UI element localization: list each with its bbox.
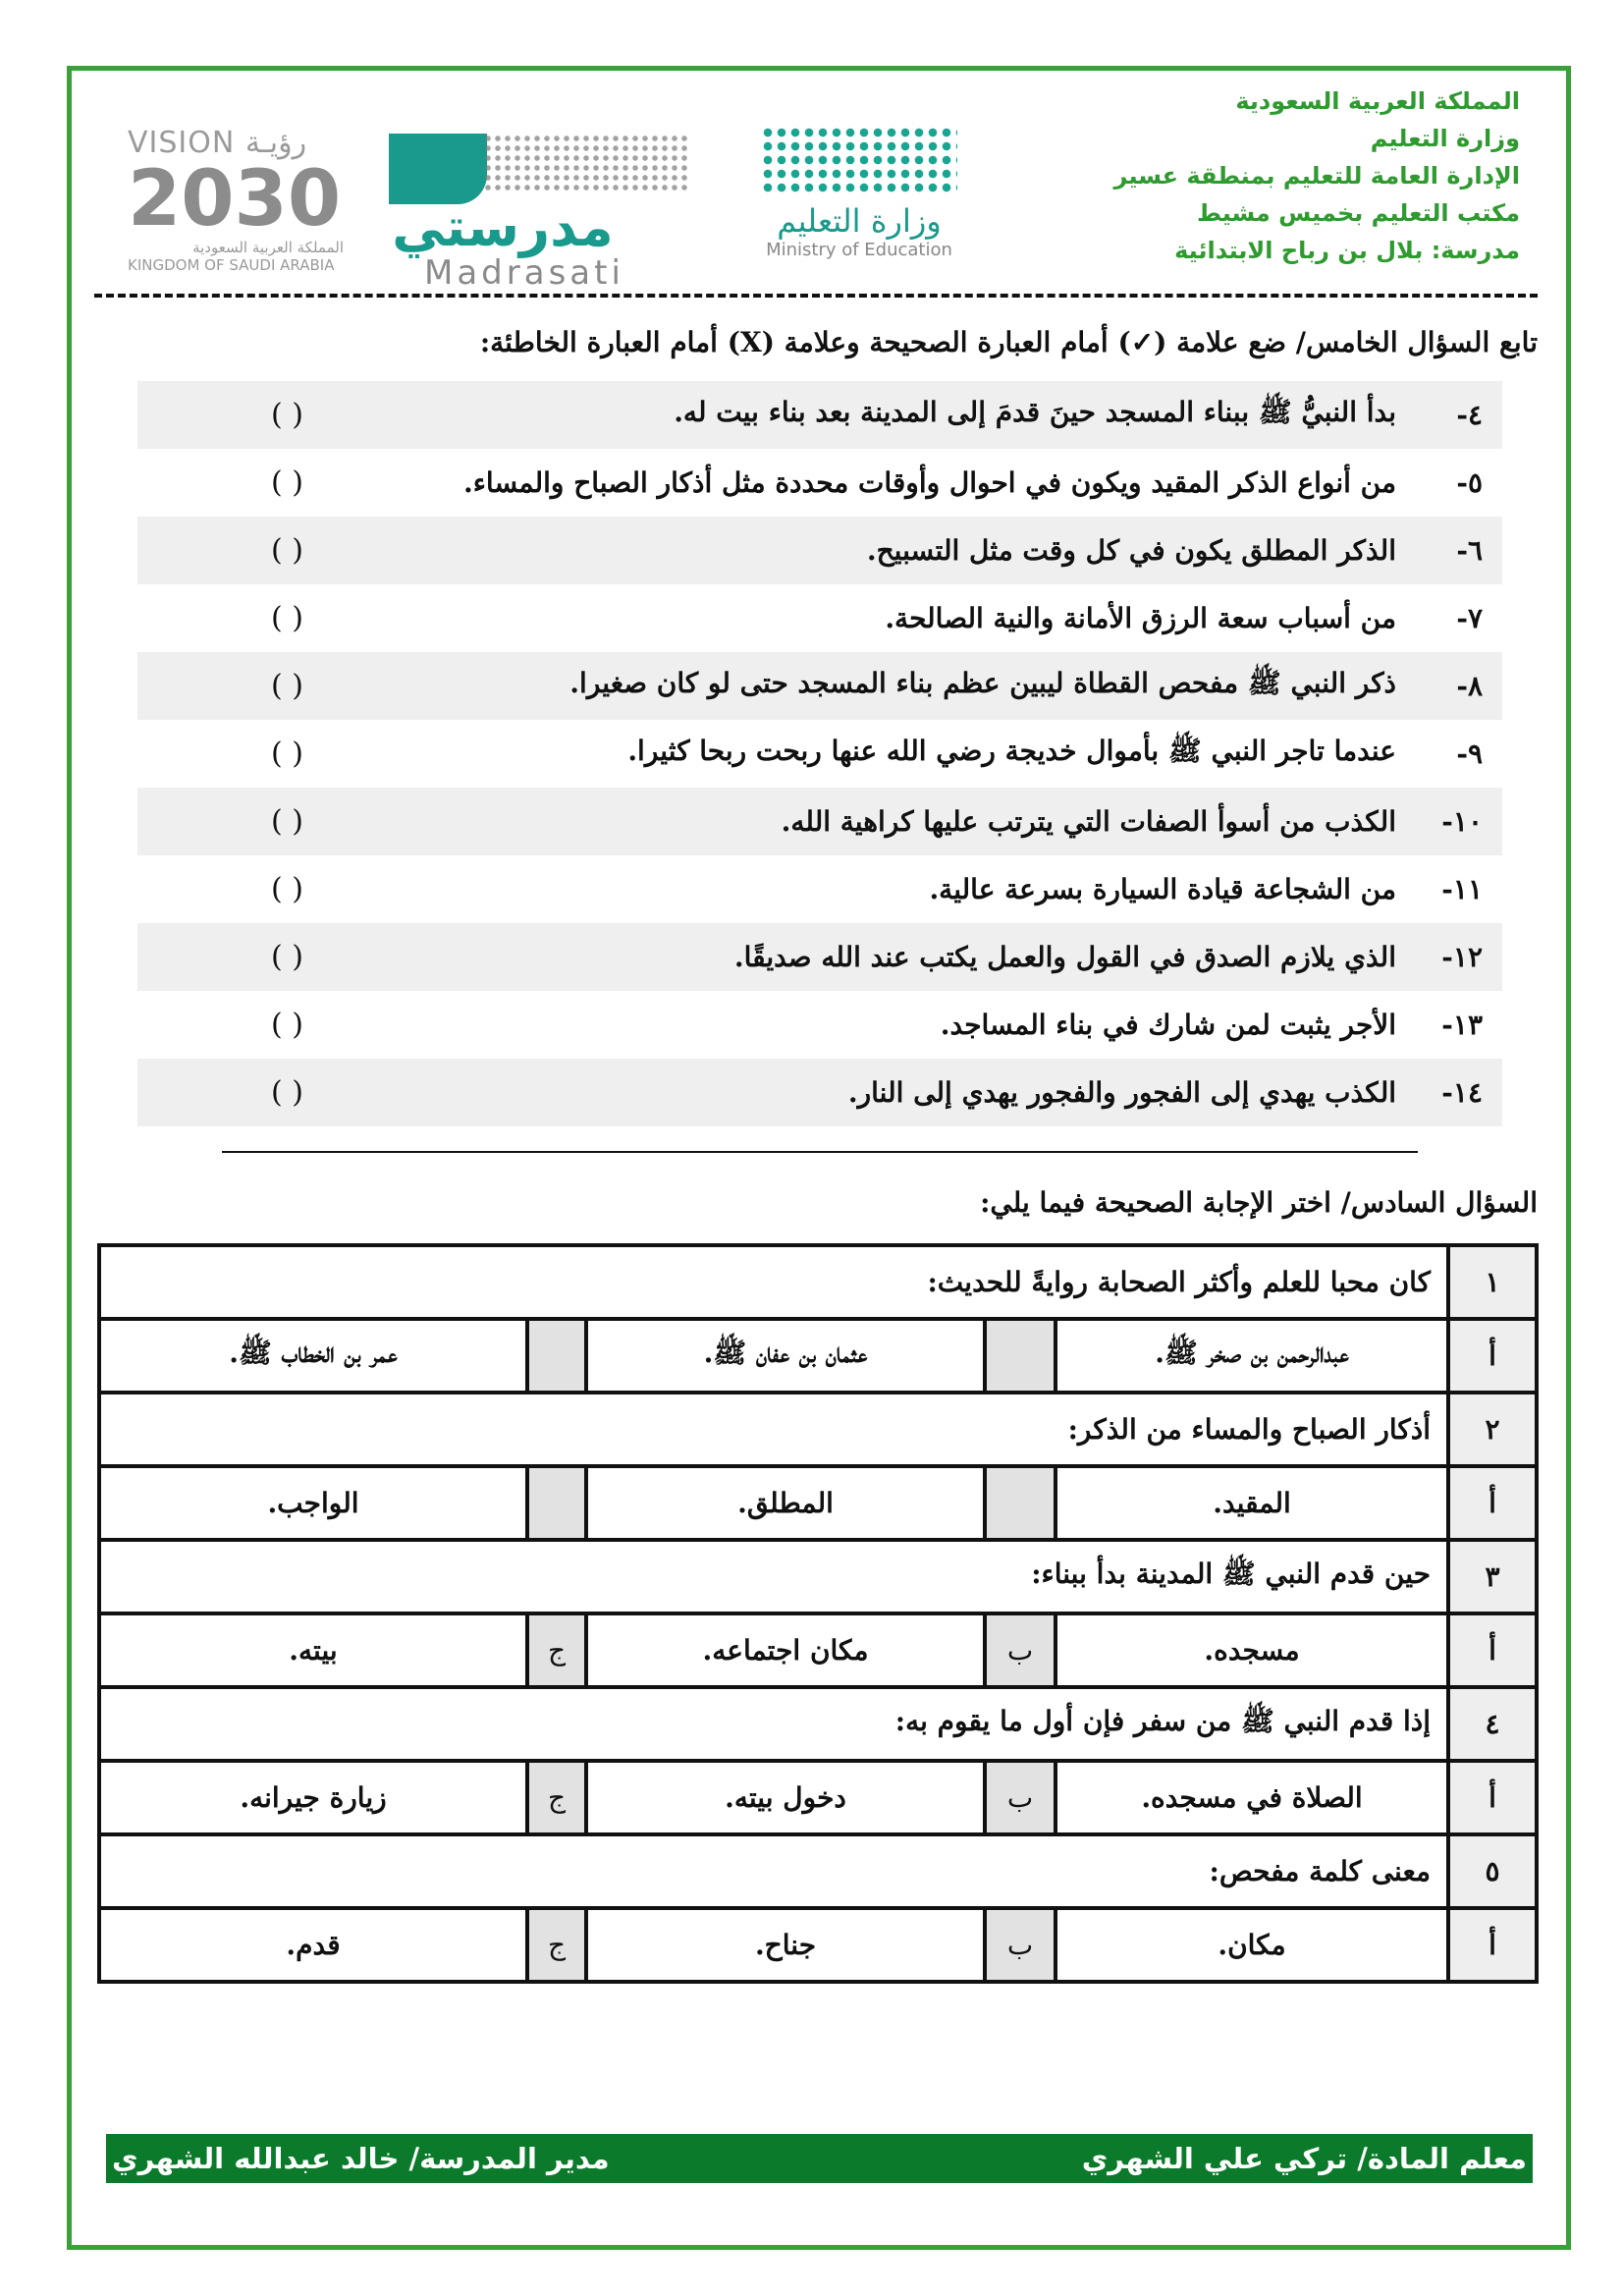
answer-parens[interactable]: ( ) <box>271 601 303 635</box>
option-a[interactable]: الصلاة في مسجده. <box>1056 1761 1448 1834</box>
option-b[interactable]: جناح. <box>586 1908 985 1982</box>
header-line: مدرسة: بلال بن رباح الابتدائية <box>1174 237 1520 264</box>
statement-row <box>137 517 1502 584</box>
option-a[interactable]: مسجده. <box>1056 1613 1448 1687</box>
section-divider <box>222 1151 1418 1153</box>
moe-ar: وزارة التعليم <box>777 202 942 240</box>
answer-parens[interactable]: ( ) <box>271 533 303 568</box>
statement-text: عندما تاجر النبي ﷺ بأموال خديجة رضي الله عنها ربحت ربحا كثيرا. <box>627 734 1396 767</box>
ministry-of-education-logo <box>731 126 987 283</box>
madrasati-en: Madrasati <box>424 253 624 293</box>
statement-row <box>137 788 1502 855</box>
question-number: ٢ <box>1448 1393 1537 1466</box>
answer-box[interactable] <box>137 601 432 635</box>
statement-text: الذكر المطلق يكون في كل وقت مثل التسبيح. <box>866 534 1396 567</box>
option-letter-a: أ <box>1448 1761 1537 1834</box>
statement-number: ٤- <box>1456 399 1483 431</box>
q6-table <box>97 1243 1539 1984</box>
statement-number: ١٠- <box>1441 805 1483 838</box>
vision-2030-logo <box>128 126 344 288</box>
statement-number: ٧- <box>1456 602 1483 634</box>
answer-box[interactable] <box>137 465 432 500</box>
statement-number: ٥- <box>1456 466 1483 499</box>
option-c[interactable]: عمر بن الخطاب ﷺ. <box>99 1319 527 1393</box>
madrasati-ar: مدرستي <box>392 196 614 258</box>
madrasati-logo <box>385 128 699 295</box>
option-a[interactable]: عبدالرحمن بن صخر ﷺ. <box>1056 1319 1448 1393</box>
option-letter-b <box>985 1466 1056 1540</box>
vision-year: 2030 <box>128 155 342 244</box>
vision-text: VISION رؤيـة <box>128 126 307 160</box>
statement-text: بدأ النبيُّ ﷺ ببناء المسجد حينَ قدمَ إلى المدينة بعد بناء بيت له. <box>674 395 1396 428</box>
answer-box[interactable] <box>137 398 432 432</box>
statement-row <box>137 720 1502 788</box>
question-row <box>99 1687 1537 1761</box>
option-letter-b: ب <box>985 1613 1056 1687</box>
q6-title: السؤال السادس/ اختر الإجابة الصحيحة فيما يلي: <box>980 1186 1538 1219</box>
statement-number: ١٤- <box>1441 1076 1483 1109</box>
q5-list <box>137 381 1502 1126</box>
dots-decoration <box>483 134 689 192</box>
answer-box[interactable] <box>137 940 432 974</box>
header-line: المملكة العربية السعودية <box>1235 87 1520 115</box>
answer-parens[interactable]: ( ) <box>271 1008 303 1042</box>
dots-decoration <box>761 126 957 194</box>
question-row <box>99 1245 1537 1319</box>
options-row <box>99 1613 1537 1687</box>
teacher-name: معلم المادة/ تركي علي الشهري <box>1081 2142 1527 2175</box>
option-a[interactable]: المقيد. <box>1056 1466 1448 1540</box>
option-letter-c: ج <box>527 1761 586 1834</box>
question-text: حين قدم النبي ﷺ المدينة بدأ ببناء: <box>99 1540 1448 1613</box>
option-b[interactable]: عثمان بن عفان ﷺ. <box>586 1319 985 1393</box>
statement-text: من أسباب سعة الرزق الأمانة والنية الصالحة. <box>885 602 1396 634</box>
statement-number: ٦- <box>1456 534 1483 567</box>
question-row <box>99 1393 1537 1466</box>
statement-row <box>137 584 1502 652</box>
question-number: ٥ <box>1448 1834 1537 1908</box>
footer-bar <box>106 2134 1533 2183</box>
statement-row <box>137 1059 1502 1126</box>
moe-en: Ministry of Education <box>766 240 952 260</box>
question-text: أذكار الصباح والمساء من الذكر: <box>99 1393 1448 1466</box>
options-row <box>99 1466 1537 1540</box>
statement-text: الأجر يثبت لمن شارك في بناء المساجد. <box>940 1009 1396 1041</box>
answer-box[interactable] <box>137 737 432 771</box>
statement-number: ١١- <box>1441 873 1483 905</box>
statement-row <box>137 652 1502 720</box>
statement-number: ٩- <box>1456 738 1483 770</box>
answer-box[interactable] <box>137 1008 432 1042</box>
option-letter-b <box>985 1319 1056 1393</box>
option-c[interactable]: زيارة جيرانه. <box>99 1761 527 1834</box>
question-text: كان محبا للعلم وأكثر الصحابة روايةً للحديث: <box>99 1245 1448 1319</box>
question-number: ٣ <box>1448 1540 1537 1613</box>
school-header <box>1114 82 1520 269</box>
answer-parens[interactable]: ( ) <box>271 872 303 906</box>
answer-parens[interactable]: ( ) <box>271 737 303 771</box>
answer-parens[interactable]: ( ) <box>271 398 303 432</box>
answer-parens[interactable]: ( ) <box>271 669 303 703</box>
option-c[interactable]: بيته. <box>99 1613 527 1687</box>
answer-parens[interactable]: ( ) <box>271 804 303 839</box>
statement-text: الكذب من أسوأ الصفات التي يترتب عليها كراهية الله. <box>781 805 1396 838</box>
option-letter-b: ب <box>985 1908 1056 1982</box>
question-text: معنى كلمة مفحص: <box>99 1834 1448 1908</box>
answer-parens[interactable]: ( ) <box>271 940 303 974</box>
statement-text: الكذب يهدي إلى الفجور والفجور يهدي إلى النار. <box>847 1076 1396 1109</box>
statement-text: من أنواع الذكر المقيد ويكون في احوال وأوقات محددة مثل أذكار الصباح والمساء. <box>463 466 1396 499</box>
option-letter-c <box>527 1319 586 1393</box>
option-letter-a: أ <box>1448 1319 1537 1393</box>
question-row <box>99 1834 1537 1908</box>
statement-row <box>137 991 1502 1059</box>
answer-parens[interactable]: ( ) <box>271 465 303 500</box>
principal-name: مدير المدرسة/ خالد عبدالله الشهري <box>112 2142 610 2175</box>
statement-text: الذي يلازم الصدق في القول والعمل يكتب عند الله صديقًا. <box>733 941 1396 973</box>
header-divider <box>94 294 1538 298</box>
statement-text: ذكر النبي ﷺ مفحص القطاة ليبين عظم بناء المسجد حتى لو كان صغيرا. <box>569 666 1396 699</box>
option-letter-a: أ <box>1448 1908 1537 1982</box>
option-letter-a: أ <box>1448 1613 1537 1687</box>
option-letter-c: ج <box>527 1908 586 1982</box>
option-letter-c: ج <box>527 1613 586 1687</box>
header-line: وزارة التعليم <box>1370 125 1520 152</box>
book-icon <box>389 134 487 204</box>
statement-number: ٨- <box>1456 670 1483 702</box>
answer-parens[interactable]: ( ) <box>271 1075 303 1110</box>
answer-box[interactable] <box>137 804 432 839</box>
statement-row <box>137 855 1502 923</box>
statement-row <box>137 381 1502 449</box>
answer-box[interactable] <box>137 1075 432 1110</box>
option-c[interactable]: قدم. <box>99 1908 527 1982</box>
answer-box[interactable] <box>137 533 432 568</box>
header-line: الإدارة العامة للتعليم بمنطقة عسير <box>1113 162 1520 190</box>
question-row <box>99 1540 1537 1613</box>
option-b[interactable]: دخول بيته. <box>586 1761 985 1834</box>
option-b[interactable]: المطلق. <box>586 1466 985 1540</box>
statement-row <box>137 449 1502 517</box>
option-letter-b: ب <box>985 1761 1056 1834</box>
question-text: إذا قدم النبي ﷺ من سفر فإن أول ما يقوم به: <box>99 1687 1448 1761</box>
answer-box[interactable] <box>137 669 432 703</box>
options-row <box>99 1761 1537 1834</box>
options-row <box>99 1319 1537 1393</box>
header-line: مكتب التعليم بخميس مشيط <box>1197 199 1520 227</box>
question-number: ١ <box>1448 1245 1537 1319</box>
options-row <box>99 1908 1537 1982</box>
vision-ar: المملكة العربية السعودية <box>192 239 344 256</box>
option-c[interactable]: الواجب. <box>99 1466 527 1540</box>
vision-en: KINGDOM OF SAUDI ARABIA <box>128 256 335 274</box>
answer-box[interactable] <box>137 872 432 906</box>
option-b[interactable]: مكان اجتماعه. <box>586 1613 985 1687</box>
option-letter-c <box>527 1466 586 1540</box>
statement-number: ١٢- <box>1441 941 1483 973</box>
statement-row <box>137 923 1502 991</box>
question-number: ٤ <box>1448 1687 1537 1761</box>
statement-text: من الشجاعة قيادة السيارة بسرعة عالية. <box>929 873 1396 905</box>
option-a[interactable]: مكان. <box>1056 1908 1448 1982</box>
statement-number: ١٣- <box>1441 1009 1483 1041</box>
q5-title: تابع السؤال الخامس/ ضع علامة (✓) أمام العبارة الصحيحة وعلامة (X) أمام العبارة الخاطئة: <box>479 326 1538 358</box>
option-letter-a: أ <box>1448 1466 1537 1540</box>
